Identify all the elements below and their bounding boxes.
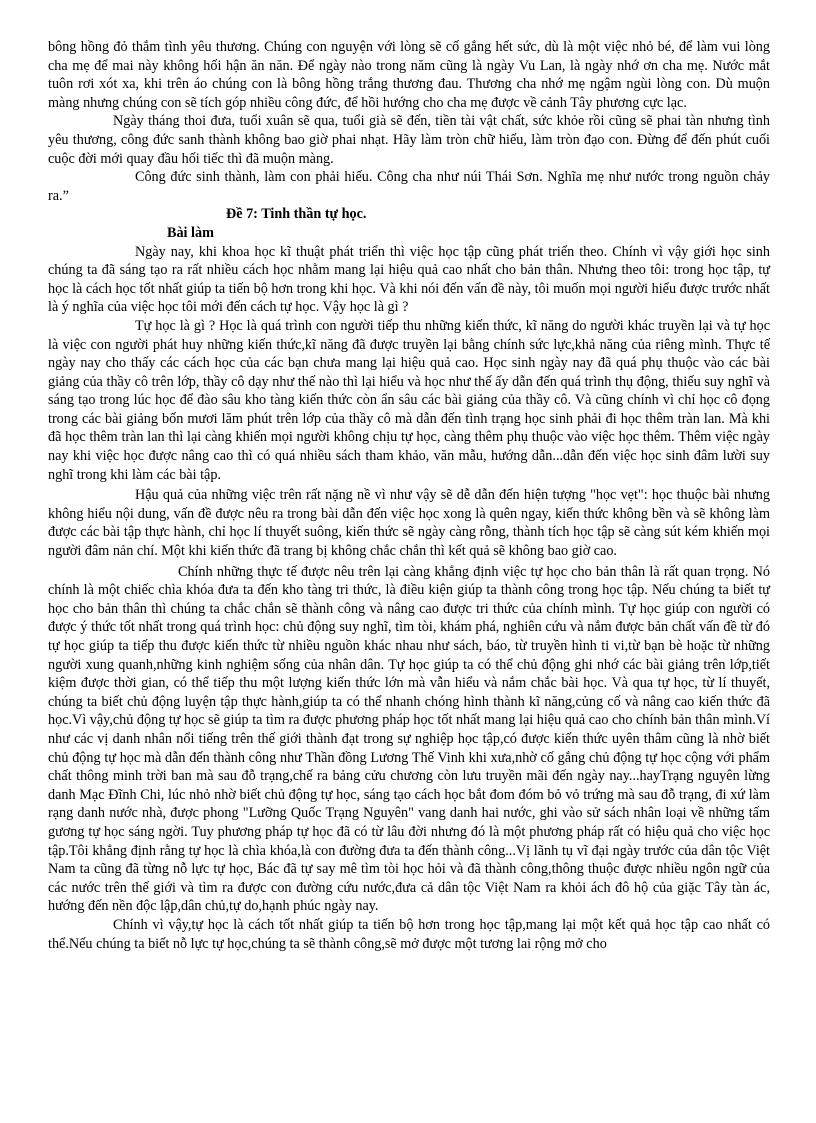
essay-paragraph-5: Chính vì vậy,tự học là cách tốt nhất giúp ta tiến bộ hơn trong học tập,mang lại một kết quả học tập cao nhất có thể.Nếu chúng ta biết nỗ lực tự học,chúng ta sẽ thành công,sẽ mở được một tương lai rộng mở cho [48, 916, 770, 952]
essay-paragraph-3: Hậu quả của những việc trên rất nặng nề vì như vậy sẽ dễ dẫn đến hiện tượng "học vẹt": học thuộc bài nhưng không hiểu nội dung, vấn đề được nêu ra trong bài dẫn đến việc học xong là quên ngay, kiến thức không bền và sẽ không làm được các bài tập thực hành, chỉ học lí thuyết suông, kiến thức sẽ ngày càng rỗng, thành tích học tập sẽ càng sút kém khiến mọi người đâm nản chí. Một khi kiến thức đã trang bị không chắc chắn thì kết quả sẽ không bao giờ cao. [48, 487, 770, 560]
intro-paragraph-1: bông hồng đỏ thắm tình yêu thương. Chúng con nguyện với lòng sẽ cố gắng hết sức, dù là một việc nhỏ bé, để làm vui lòng cha mẹ để mai này không hối hận ăn năn. Để ngày nào trong năm cũng là ngày Vu Lan, là ngày nhớ ơn cha mẹ. Nước mắt tuôn rơi xót xa, khi trên áo chúng con là bông hồng trắng thương đau. Thương cha nhớ mẹ ngậm ngùi lòng con. Dù muộn màng nhưng chúng con sẽ tích góp nhiều công đức, để hồi hướng cho cha mẹ được về cảnh Tây phương cực lạc. [48, 39, 770, 111]
essay-paragraph-2: Tự học là gì ? Học là quá trình con người tiếp thu những kiến thức, kĩ năng do người khác truyền lại và tự học là việc con người phát huy những kiến thức,kĩ năng đã được truyền lại bằng chính sức lực,khả năng của riêng mình. Thực tế ngày nay cho thấy các cách học của các bạn chưa mang lại hiệu quả cao. Học sinh ngày nay đã quá phụ thuộc vào các bài giảng của thầy cô trên lớp, thầy cô dạy như thế nào thì lại hiểu và học như thế ấy dẫn đến quá trình thụ động, thiếu suy nghĩ và sáng tạo trong lúc học để đào sâu kho tàng kiến thức còn ẩn sâu các bài giảng của thầy cô. Và cũng chính vì chỉ học cô đọng trong các bài giảng bốn mươi lăm phút trên lớp của thầy cô mà dẫn đến tình trạng học sinh phải đi học thêm tràn lan. Mà khi đã học thêm tràn lan thì lại càng khiến mọi người không chịu tự học, càng thêm phụ thuộc vào việc học thêm. Thêm việc ngày nay khi việc học được nâng cao thì có quá nhiều sách tham khảo, văn mẫu, hướng dẫn...dẫn đến việc học sinh đâm lười suy nghĩ trong khi làm các bài tập. [48, 317, 770, 483]
intro-paragraph-2: Ngày tháng thoi đưa, tuổi xuân sẽ qua, tuổi già sẽ đến, tiền tài vật chất, sức khỏe rồi cũng sẽ phai tàn nhưng tình yêu thương, công đức sanh thành không bao giờ phai nhạt. Hãy làm tròn chữ hiếu, làm tròn đạo con. Đừng để đến phút cuối cuộc đời mới quay đầu hối tiếc thì đã muộn màng. [48, 113, 770, 167]
essay-paragraph-1: Ngày nay, khi khoa học kĩ thuật phát triển thì việc học tập cũng phát triển theo. Chính vì vậy giới học sinh chúng ta đã sáng tạo ra rất nhiều cách học nhằm mang lại hiệu quả cao nhất cho bản thân. Nhưng theo tôi: trong học tập, tự học là cách học tốt nhất giúp ta tiến bộ hơn trong khi học. Và khi nói đến vấn đề này, tôi muốn mọi người hiểu được trước nhất là ý nghĩa của việc học tôi mới đến cách tự học. Vậy học là gì ? [48, 243, 770, 316]
essay-subtitle: Bài làm [167, 224, 214, 241]
document-page [48, 38, 770, 953]
intro-paragraph-3: Công đức sinh thành, làm con phải hiếu. Công cha như núi Thái Sơn. Nghĩa mẹ như nước trong nguồn chảy ra.” [48, 169, 770, 204]
essay-title: Đề 7: Tinh thần tự học. [226, 206, 367, 223]
essay-paragraph-4: Chính những thực tế được nêu trên lại càng khẳng định việc tự học cho bản thân là rất quan trọng. Nó chính là một chiếc chìa khóa đưa ta đến kho tàng tri thức, là điều kiện giúp ta thành công trong học tập. Nếu chúng ta biết tự học cho bản thân thì chúng ta chắc chắn sẽ thành công và nâng cao được tri thức của chính mình. Tự học giúp con người có được ý thức tốt nhất trong quá trình học: chủ động suy nghĩ, tìm tòi, khám phá, nghiên cứu và nắm được bản chất vấn đề từ đó tự học giúp ta tiếp thu được kiến thức từ nhiều nguồn khác nhau như sách, báo, từ truyền hình ti vi,từ bạn bè hoặc từ những người xung quanh,những kinh nghiệm sống của nhân dân. Tự học giúp ta có thể chủ động ghi nhớ các bài giảng trên lớp,tiết kiệm được thời gian, có thể tiếp thu một lượng kiến thức lớn mà vẫn hiểu và nắm chắc bài học. Và qua tự học, từ lí thuyết, chúng ta biết chủ động luyện tập thực hành,giúp ta có thể nhanh chóng hình thành kĩ năng,củng cố và nâng cao kiến thức đã học.Vì vậy,chủ động tự học sẽ giúp ta tìm ra được phương pháp học tốt nhất mang lại hiệu quả cao cho chính bản thân mình.Ví như các vị danh nhân nổi tiếng trên thế giới thành đạt trong sự nghiệp học tập,có được kiến thức uyên thâm cũng là nhờ biết chủ động tự học mà dẫn đến thành công như Thần đồng Lương Thế Vinh khi xưa,nhờ cố gắng chủ động tự học cộng với phẩm chất thông minh trời ban mà sau đỗ trạng,chế ra bảng cửu chương còn lưu truyền mãi đến ngày nay...hayTrạng nguyên lừng danh Mạc Đĩnh Chi, lúc nhỏ nhờ biết chủ động tự học, sáng tạo cách học bắt đom đóm bỏ vỏ trứng mà sau đỗ trạng, đi xứ làm rạng danh nước nhà, được phong "Lưỡng Quốc Trạng Nguyên" vang danh hai nước, ghi vào sử sách nhân loại về những tấm gương tự học sáng ngời. Tuy phương pháp tự học đã có từ lâu đời nhưng đó là một phương pháp rất có hiệu quả cho việc học tập.Tôi khẳng định rằng tự học là chìa khóa,là con đường đưa ta đến thành công...Vị lãnh tụ vĩ đại ngày trước của dân tộc Việt Nam ta cũng đã từng nỗ lực tự học, Bác đã tự say mê tìm tòi học hỏi và đã thành công,thông thuộc được nhiều ngôn ngữ của các nước trên thế giới và tìm ra được con đường cứu nước,đưa cả dân tộc Việt Nam ra khỏi ách đô hộ của giặc Tây tàn ác, hướng đến nền độc lập,dân chủ,tự do,hạnh phúc ngày nay. [48, 563, 770, 915]
